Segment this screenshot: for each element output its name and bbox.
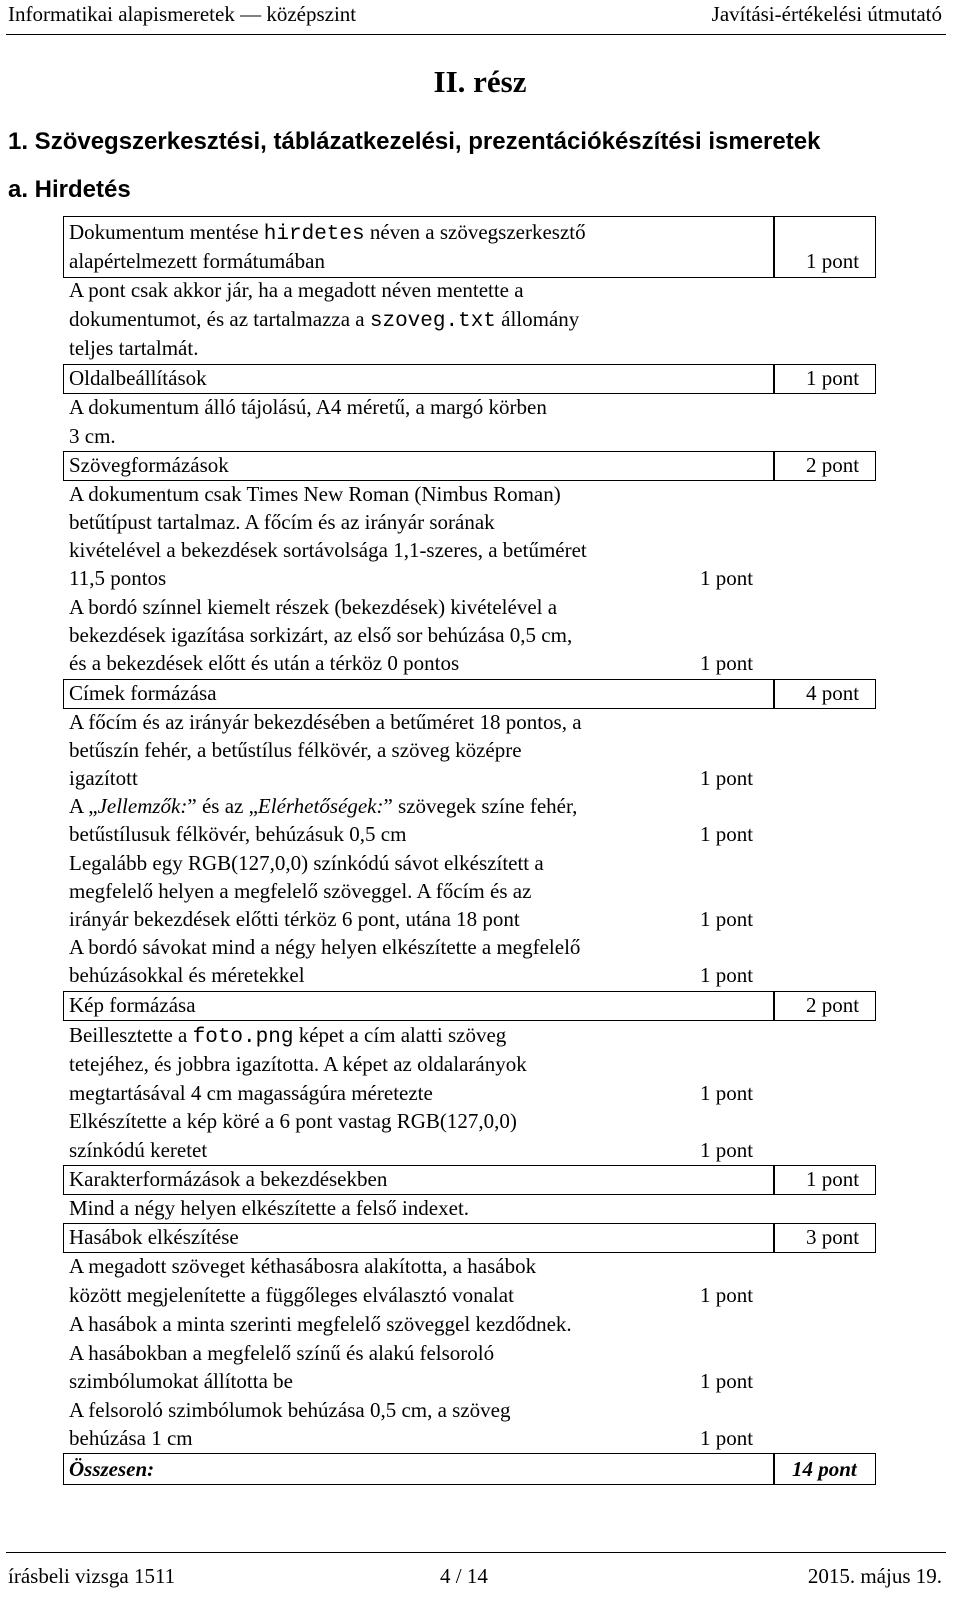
criterion-detail: bekezdések igazítása sorkizárt, az első sor behúzása 0,5 cm, (69, 623, 573, 647)
criterion-detail: és a bekezdések előtt és után a térköz 0 pontos (69, 651, 460, 675)
part-title: II. rész (433, 64, 527, 99)
text: ” és az „ (187, 794, 258, 818)
sub-points: 1 pont (700, 1369, 754, 1393)
criterion-points: 3 pont (806, 1225, 860, 1249)
criterion-points: 1 pont (806, 249, 860, 273)
filename: hirdetes (263, 223, 365, 246)
sub-points: 1 pont (700, 766, 754, 790)
total-points: 14 pont (792, 1457, 857, 1481)
criterion-detail: A felsoroló szimbólumok behúzása 0,5 cm, a szöveg (69, 1398, 511, 1422)
criterion-title: Karakterformázások a bekezdésekben (69, 1167, 388, 1191)
criterion-detail: között megjelenítette a függőleges elválasztó vonalat (69, 1283, 514, 1307)
total-box (63, 1453, 774, 1485)
header-rule (6, 34, 946, 35)
text: A „ (69, 794, 98, 818)
header-right: Javítási-értékelési útmutató (711, 2, 942, 26)
sub-points: 1 pont (700, 1426, 754, 1450)
footer-date: 2015. május 19. (807, 1564, 942, 1588)
filename: foto.png (192, 1026, 294, 1049)
criterion-detail (69, 305, 579, 336)
sub-points: 1 pont (700, 566, 754, 590)
filename: szoveg.txt (369, 310, 496, 333)
criterion-detail: teljes tartalmát. (69, 336, 199, 360)
criterion-detail: színkódú keretet (69, 1138, 208, 1162)
criterion-detail: A hasábok a minta szerinti megfelelő szöveggel kezdődnek. (69, 1312, 572, 1336)
criterion-points: 2 pont (806, 453, 860, 477)
criterion-detail (69, 1021, 506, 1052)
criterion-detail: kivételével a bekezdések sortávolsága 1,1-szeres, a betűméret (69, 538, 587, 562)
criterion-detail: Legalább egy RGB(127,0,0) színkódú sávot elkészített a (69, 851, 544, 875)
criterion-detail: behúzásokkal és méretekkel (69, 963, 305, 987)
subsection-title: a. Hirdetés (8, 176, 131, 203)
sub-points: 1 pont (700, 907, 754, 931)
criterion-title: Szövegformázások (69, 453, 229, 477)
criterion-points: 2 pont (806, 993, 860, 1017)
criterion-detail: A bordó színnel kiemelt részek (bekezdések) kivételével a (69, 595, 558, 619)
criterion-detail: irányár bekezdések előtti térköz 6 pont, utána 18 pont (69, 907, 520, 931)
criterion-detail: A pont csak akkor jár, ha a megadott néven mentette a (69, 278, 524, 302)
criterion-detail: Mind a négy helyen elkészítette a felső indexet. (69, 1196, 470, 1220)
criterion-detail: A megadott szöveget kéthasábosra alakította, a hasábok (69, 1254, 537, 1278)
text: ” szövegek színe fehér, (383, 794, 578, 818)
criterion-detail: megfelelő helyen a megfelelő szöveggel. A főcím és az (69, 879, 532, 903)
criterion-points: 1 pont (806, 1167, 860, 1191)
criterion-detail: 3 cm. (69, 424, 116, 448)
criterion-title: Címek formázása (69, 681, 217, 705)
sub-points: 1 pont (700, 822, 754, 846)
criterion-title: Hasábok elkészítése (69, 1225, 239, 1249)
text: Dokumentum mentése (69, 220, 264, 244)
sub-points: 1 pont (700, 963, 754, 987)
sub-points: 1 pont (700, 1283, 754, 1307)
criterion-detail: 11,5 pontos (69, 566, 167, 590)
text: Beillesztette a (69, 1023, 193, 1047)
criterion-detail: A dokumentum csak Times New Roman (Nimbus Roman) (69, 482, 561, 506)
italic-text: Jellemzők: (97, 794, 188, 818)
criterion-detail: A főcím és az irányár bekezdésében a betűméret 18 pontos, a (69, 710, 582, 734)
criterion-title: Kép formázása (69, 993, 196, 1017)
page-number: 4 / 14 (440, 1564, 488, 1588)
header-left: Informatikai alapismeretek — középszint (8, 2, 357, 26)
criterion-detail: tetejéhez, és jobbra igazította. A képet az oldalarányok (69, 1052, 527, 1076)
text: néven a szövegszerkesztő (364, 220, 586, 244)
total-label: Összesen: (69, 1457, 155, 1481)
italic-text: Elérhetőségek: (257, 794, 384, 818)
criterion-points: 1 pont (806, 366, 860, 390)
criterion-title: alapértelmezett formátumában (69, 249, 325, 273)
criterion-detail: igazított (69, 766, 138, 790)
criterion-detail: betűtípust tartalmaz. A főcím és az irányár sorának (69, 510, 495, 534)
text: állomány (495, 307, 580, 331)
sub-points: 1 pont (700, 651, 754, 675)
criterion-detail: Elkészítette a kép köré a 6 pont vastag RGB(127,0,0) (69, 1109, 517, 1133)
criterion-points: 4 pont (806, 681, 860, 705)
criterion-detail: A bordó sávokat mind a négy helyen elkészítette a megfelelő (69, 935, 581, 959)
text: dokumentumot, és az tartalmazza a (69, 307, 370, 331)
criterion-detail: betűstílusuk félkövér, behúzásuk 0,5 cm (69, 822, 407, 846)
criterion-detail: szimbólumokat állította be (69, 1369, 293, 1393)
sub-points: 1 pont (700, 1138, 754, 1162)
section-title: 1. Szövegszerkesztési, táblázatkezelési, prezentációkészítési ismeretek (8, 128, 821, 155)
criterion-detail (69, 792, 577, 821)
criterion-detail: behúzása 1 cm (69, 1426, 193, 1450)
criterion-title: Oldalbeállítások (69, 366, 207, 390)
criterion-title (69, 218, 586, 249)
page-header (0, 0, 960, 40)
criterion-detail: megtartásával 4 cm magasságúra méretezte (69, 1081, 433, 1105)
criterion-detail: betűszín fehér, a betűstílus félkövér, a szöveg középre (69, 738, 522, 762)
criterion-detail: A dokumentum álló tájolású, A4 méretű, a margó körben (69, 395, 547, 419)
footer-left: írásbeli vizsga 1511 (8, 1564, 176, 1588)
sub-points: 1 pont (700, 1081, 754, 1105)
footer-rule (6, 1552, 946, 1553)
text: képet a cím alatti szöveg (293, 1023, 507, 1047)
criterion-detail: A hasábokban a megfelelő színű és alakú felsoroló (69, 1341, 495, 1365)
